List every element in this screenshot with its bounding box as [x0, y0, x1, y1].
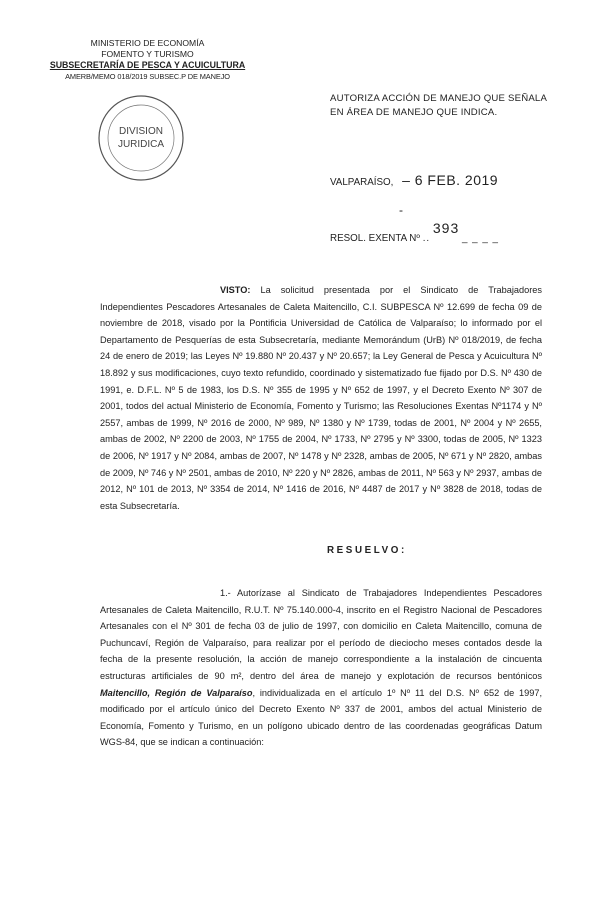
ministry-line: MINISTERIO DE ECONOMÍA	[90, 38, 205, 48]
place-label: VALPARAÍSO,	[330, 177, 394, 188]
ministry-subline: FOMENTO Y TURISMO	[101, 49, 194, 59]
visto-text: La solicitud presentada por el Sindicato de Trabajadores Independientes Pescadores Artesanales de Caleta Maitencillo, C.I. SUBPESCA Nº 12.699 de fecha 09 de noviembre de 2018, visado por la Pontificia Universidad de Católica de Valparaíso; lo informado por el Departamento de Pesquerías de esta Subsecretaría, mediante Memorándum (UrB) Nº 018/2019, de fecha 24 de enero de 2019; las Leyes Nº 19.880 Nº 20.437 y Nº 20.657; la Ley General de Pesca y Acuicultura Nº 18.892 y sus modificaciones, cuyo texto refundido, coordinado y sistematizado fue fijado por D.S. Nº 430 de 1991, e. D.F.L. Nº 5 de 1983, los D.S. Nº 355 de 1995 y Nº 652 de 1997, y el Decreto Exento Nº 307 de 2001, todos del actual Ministerio de Economía, Fomento y Turismo; las Resoluciones Exentas Nº1174 y Nº 2557, ambas de 1999, Nº 2016 de 2000, Nº 989, Nº 1380 y Nº 1739, todas de 2001, Nº 2004 y Nº 2655, ambas de 2002, Nº 2200 de 2003, Nº 1755 de 2004, Nº 1733, Nº 2795 y Nº 3300, todas de 2005, Nº 1323 de 2006, Nº 1917 y Nº 2084, ambas de 2007, Nº 1478 y Nº 2328, ambas de 2005, Nº 671 y Nº 2820, ambas de 2009, Nº 746 y Nº 2501, ambas de 2010, Nº 220 y Nº 2826, ambas de 2011, Nº 563 y Nº 2937, ambas de 2012, Nº 101 de 2013, Nº 3354 de 2014, Nº 1416 de 2016, Nº 4487 de 2017 y Nº 3828 de 2018, todas de esta Subsecretaría.	[100, 285, 542, 511]
subsecretariat-line: SUBSECRETARÍA DE PESCA Y ACUICULTURA	[49, 60, 246, 70]
article-1-number: 1.-	[220, 588, 231, 598]
article-1-text-b: , individualizada en el artículo 1º Nº 11 del D.S. Nº 652 de 1997, modificado por el artículo único del Decreto Exento Nº 337 de 2001, ambos del actual Ministerio de Economía, Fomento y Turismo, en un polígono ubicado dentro de las coordenadas geográficas Datum WGS-84, que se indican a continuación:	[100, 687, 543, 748]
article-1-paragraph	[100, 585, 542, 751]
visto-label: VISTO:	[220, 285, 251, 295]
resolution-number: RESOL. EXENTA Nº .. 393 _ _ _ _	[330, 220, 499, 244]
article-1-text-a: Autorízase al Sindicato de Trabajadores Independientes Pescadores Artesanales de Caleta Maitencillo, R.U.T. Nº 75.140.000-4, inscrito en el Registro Nacional de Pescadores Artesanales con el Nº 301 de fecha 03 de julio de 1997, con domicilio en Caleta Maitencillo, comuna de Puchuncaví, Región de Valparaíso, para realizar por el período de dieciocho meses contados desde la fecha de la presente resolución, la acción de manejo correspondiente a la instalación de cincuenta estructuras artificiales de 90 m², dentro del área de manejo y explotación de recursos bentónicos	[100, 588, 542, 681]
article-1-location: Maitencillo, Región de Valparaíso	[100, 687, 253, 698]
resolution-label: RESOL. EXENTA Nº	[330, 233, 420, 244]
visto-paragraph	[100, 282, 542, 514]
number-dash: -	[399, 203, 403, 217]
resolution-date: – 6 FEB. 2019	[402, 172, 499, 188]
stamp-line1: DIVISION	[119, 126, 163, 137]
letterhead	[40, 38, 255, 82]
stamp-line2: JURIDICA	[117, 139, 165, 150]
place-date	[330, 172, 498, 188]
resuelvo-heading: RESUELVO:	[327, 545, 407, 556]
resolution-subject: AUTORIZA ACCIÓN DE MANEJO QUE SEÑALA EN ÁREA DE MANEJO QUE INDICA.	[330, 93, 547, 118]
division-juridica-stamp	[95, 92, 187, 184]
resolution-number-value: 393	[432, 220, 460, 236]
memo-reference: AMERB/MEMO 018/2019 SUBSEC.P DE MANEJO	[65, 72, 230, 81]
